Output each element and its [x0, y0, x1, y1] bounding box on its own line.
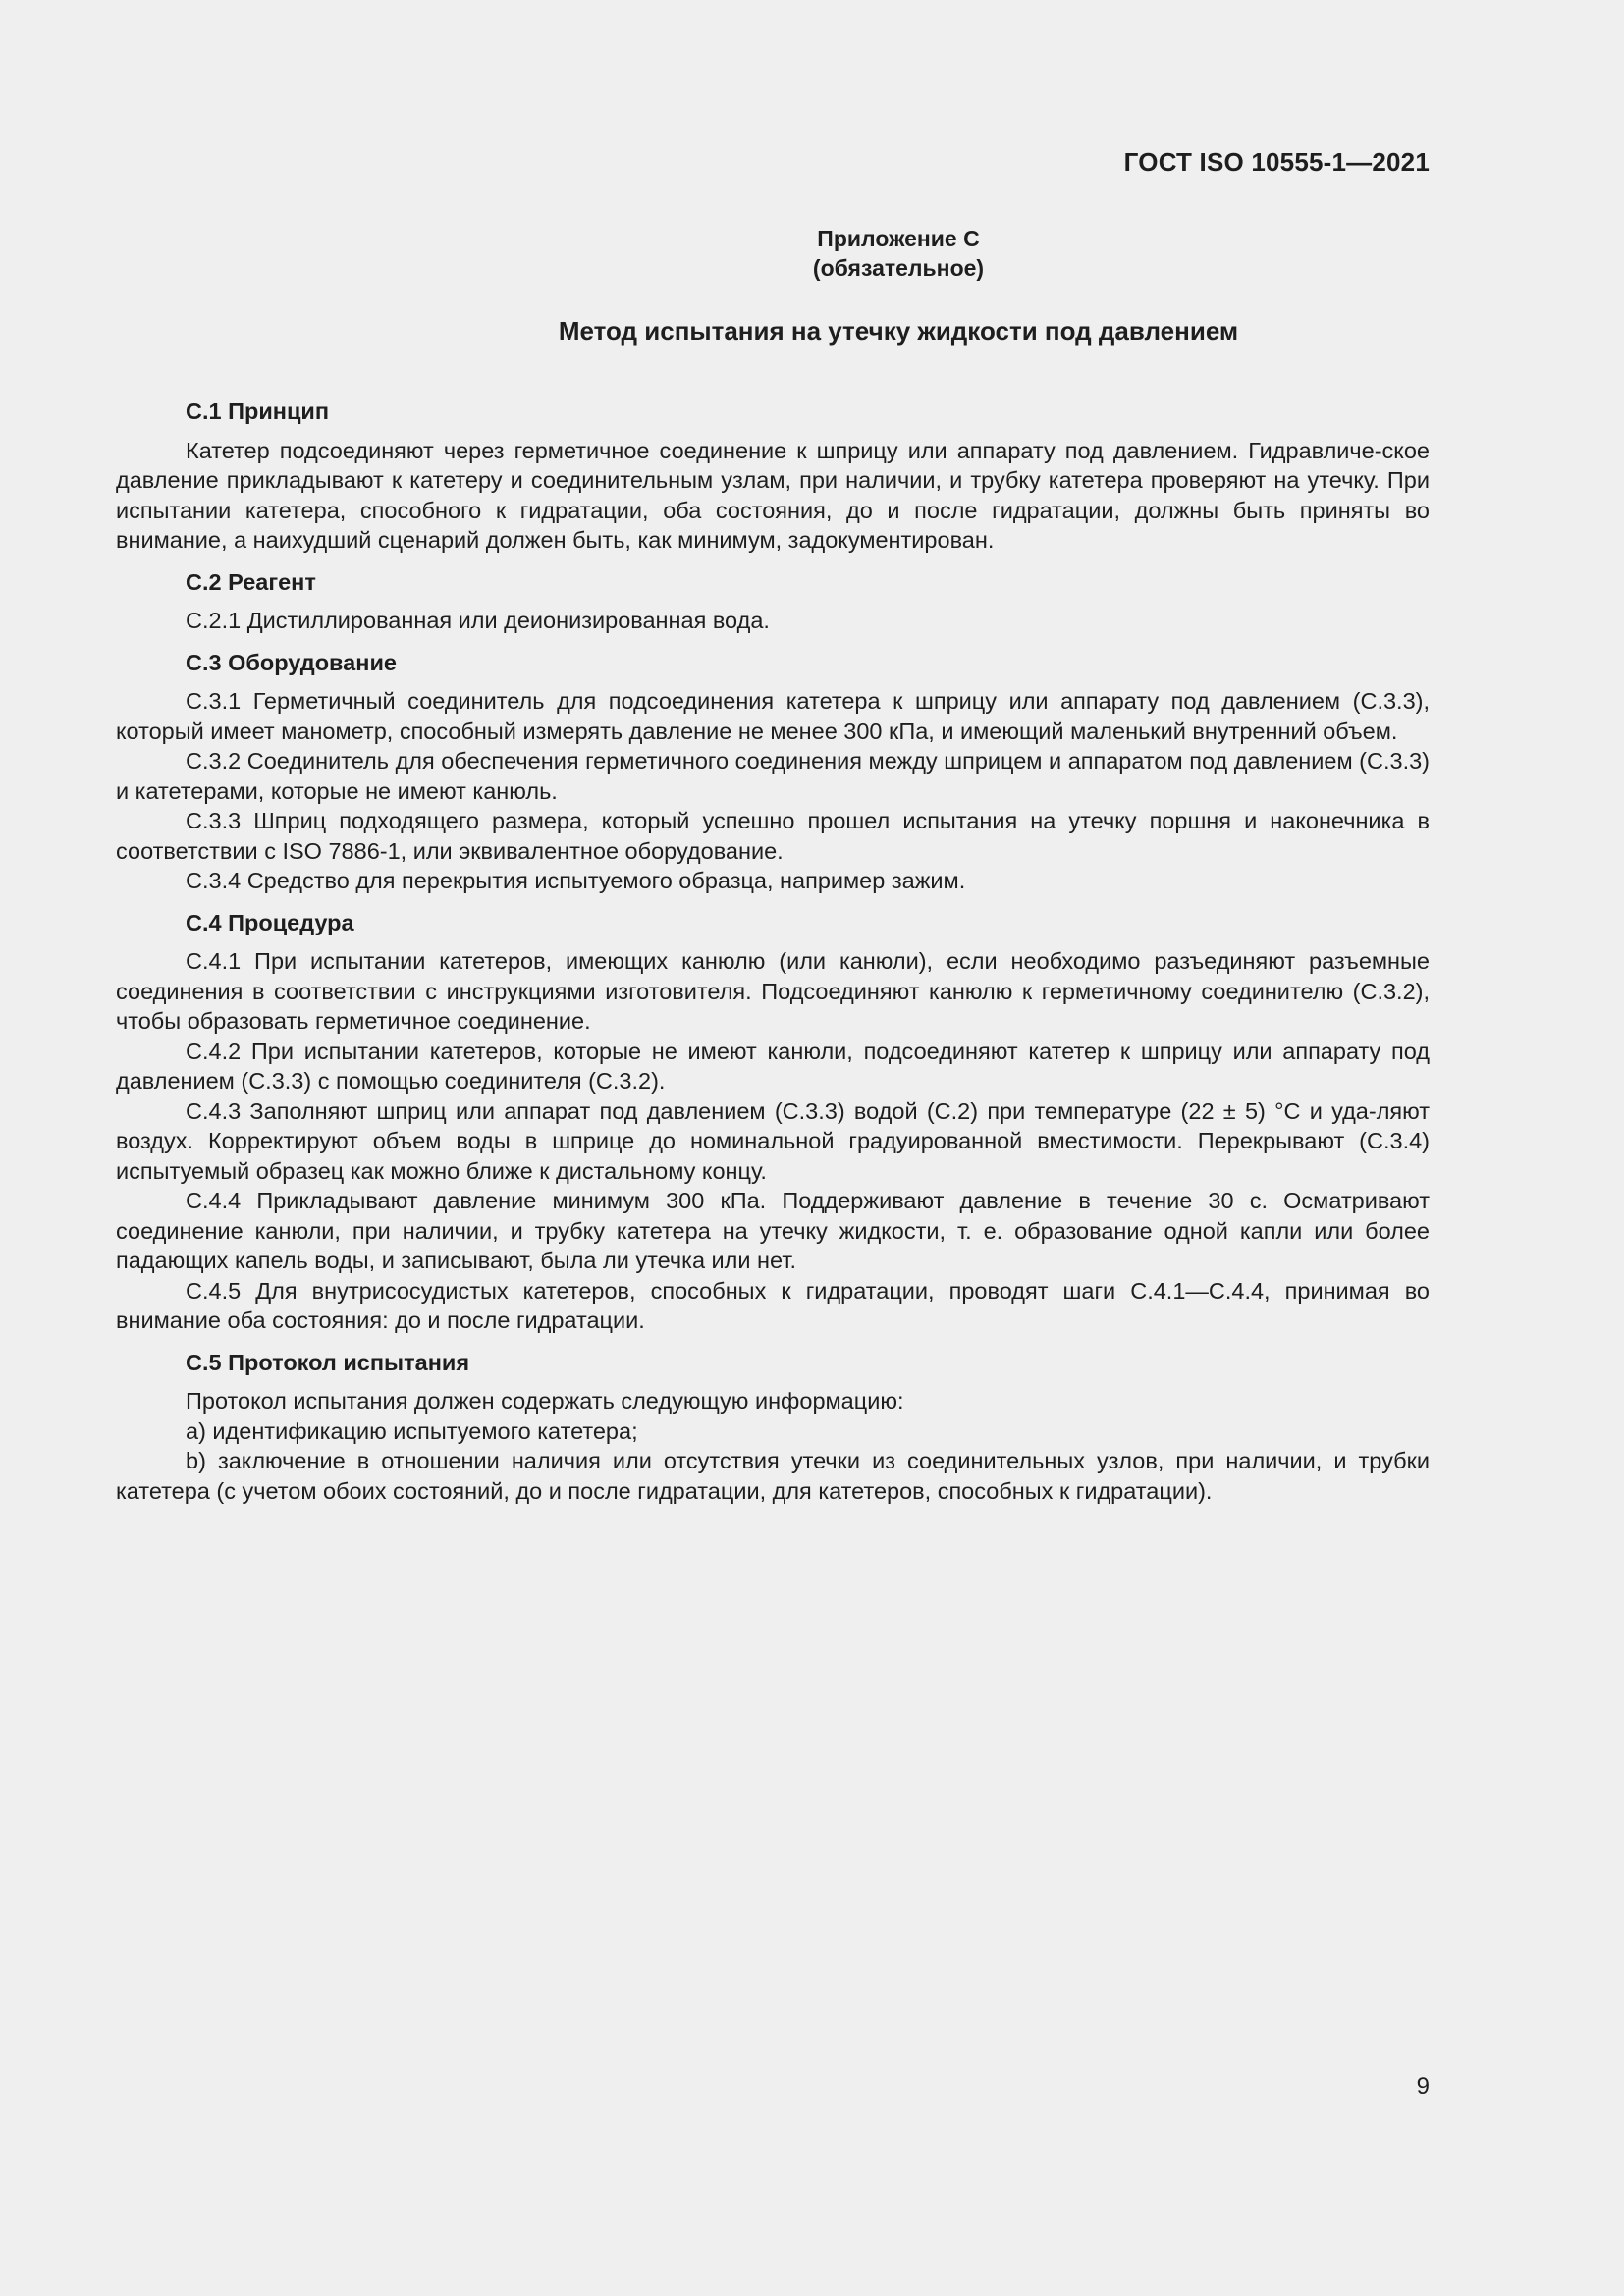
paragraph-c1-principle: Катетер подсоединяют через герметичное соединение к шприцу или аппарату под давлением. Гидравличе-ское давление прикладывают к катетеру и соединительным узлам, при наличии, и трубку катетера проверяют на утечку. При испытании катетера, способного к гидратации, оба состояния, до и после гидратации, должны быть приняты во внимание, а наихудший сценарий должен быть, как минимум, задокументирован.	[116, 437, 1430, 553]
paragraph-c4-5: С.4.5 Для внутрисосудистых катетеров, способных к гидратации, проводят шаги С.4.1—С.4.4, принимая во внимание оба состояния: до и после гидратации.	[116, 1277, 1430, 1333]
paragraph-c4-3: С.4.3 Заполняют шприц или аппарат под давлением (С.3.3) водой (С.2) при температуре (22 ± 5) °С и уда-ляют воздух. Корректируют объем воды в шприце до номинальной градуированной вместимости. Перекрывают (С.3.4) испытуемый образец как можно ближе к дистальному концу.	[116, 1097, 1430, 1184]
annex-label-block	[0, 224, 1624, 283]
page-number: 9	[1416, 2073, 1430, 2100]
list-item-c5-b: b) заключение в отношении наличия или отсутствия утечки из соединительных узлов, при наличии, и трубки катетера (с учетом обоих состояний, до и после гидратации, для катетеров, способных к гидратации).	[116, 1448, 1430, 1504]
annex-title: Метод испытания на утечку жидкости под давлением	[558, 316, 1239, 346]
annex-label: Приложение С	[817, 226, 980, 251]
paragraph-c4-4: С.4.4 Прикладывают давление минимум 300 кПа. Поддерживают давление в течение 30 с. Осматривают соединение канюли, при наличии, и трубку катетера на утечку жидкости, т. е. образование одной капли или более падающих капель воды, и записывают, была ли утечка или нет.	[116, 1188, 1430, 1273]
paragraph-c2-1: С.2.1 Дистиллированная или деионизированная вода.	[186, 608, 770, 633]
section-heading-c5: С.5 Протокол испытания	[186, 1349, 470, 1375]
list-item-c5-a: a) идентификацию испытуемого катетера;	[186, 1417, 638, 1444]
standard-code-header: ГОСТ ISO 10555-1—2021	[1123, 147, 1430, 177]
section-heading-c2: С.2 Реагент	[186, 568, 316, 595]
paragraph-c4-2: С.4.2 При испытании катетеров, которые не имеют канюли, подсоединяют катетер к шприцу или аппарату под давлением (С.3.3) с помощью соединителя (С.3.2).	[116, 1038, 1430, 1094]
section-heading-c3: С.3 Оборудование	[186, 649, 397, 675]
paragraph-c5-intro: Протокол испытания должен содержать следующую информацию:	[186, 1388, 904, 1414]
document-body	[116, 397, 1430, 1506]
paragraph-c3-2: С.3.2 Соединитель для обеспечения герметичного соединения между шприцем и аппаратом под давлением (С.3.3) и катетерами, которые не имеют канюль.	[116, 748, 1430, 804]
paragraph-c3-4: С.3.4 Средство для перекрытия испытуемого образца, например зажим.	[186, 868, 966, 893]
section-heading-c4: С.4 Процедура	[186, 909, 354, 935]
annex-status: (обязательное)	[812, 255, 985, 281]
paragraph-c4-1: С.4.1 При испытании катетеров, имеющих канюлю (или канюли), если необходимо разъединяют разъемные соединения в соответствии с инструкциями изготовителя. Подсоединяют канюлю к герметичному соединителю (С.3.2), чтобы образовать герметичное соединение.	[116, 948, 1430, 1034]
section-heading-c1: С.1 Принцип	[186, 399, 330, 424]
paragraph-c3-1: С.3.1 Герметичный соединитель для подсоединения катетера к шприцу или аппарату под давлением (С.3.3), который имеет манометр, способный измерять давление не менее 300 кПа, и имеющий маленький внутренний объем.	[116, 688, 1430, 744]
paragraph-c3-3: С.3.3 Шприц подходящего размера, который успешно прошел испытания на утечку поршня и наконечника в соответствии с ISO 7886-1, или эквивалентное оборудование.	[116, 808, 1430, 864]
